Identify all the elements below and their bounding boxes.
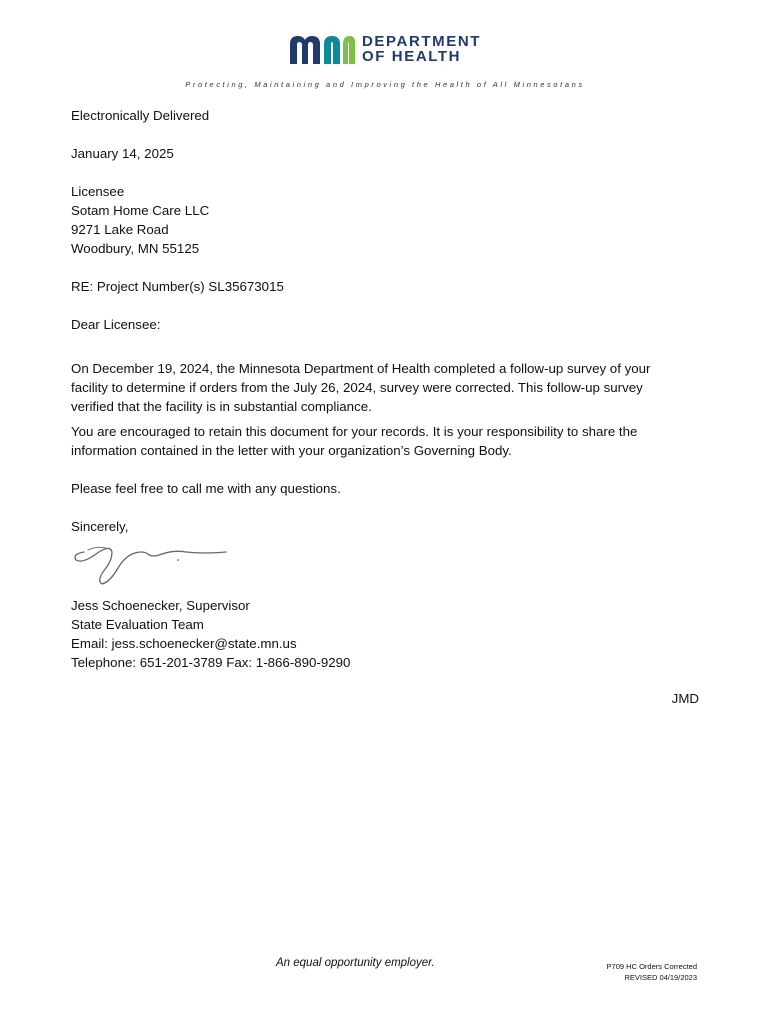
address-line: 9271 Lake Road: [71, 222, 169, 237]
logo-line-1: DEPARTMENT: [362, 33, 482, 50]
mdh-logo: [288, 34, 488, 68]
paragraph-line: information contained in the letter with your organization’s Governing Body.: [71, 443, 512, 458]
form-identifier: [607, 961, 697, 983]
logo-line-2: OF HEALTH: [362, 48, 462, 65]
signatory-team: State Evaluation Team: [71, 617, 204, 632]
paragraph-line: On December 19, 2024, the Minnesota Department of Health completed a follow-up survey of your: [71, 361, 651, 376]
signatory-email[interactable]: Email: jess.schoenecker@state.mn.us: [71, 636, 297, 651]
paragraph-line: You are encouraged to retain this document for your records. It is your responsibility to share the: [71, 424, 638, 439]
signature-image: [66, 538, 236, 588]
address-line: Licensee: [71, 184, 125, 199]
typist-initials: JMD: [671, 691, 699, 706]
address-line: Sotam Home Care LLC: [71, 203, 210, 218]
paragraph-line: facility to determine if orders from the July 26, 2024, survey were corrected. This follow-up survey: [71, 380, 643, 395]
logo-text: [362, 34, 481, 64]
address-line: Woodbury, MN 55125: [71, 241, 200, 256]
closing: Sincerely,: [71, 519, 129, 534]
paragraph-2: [71, 422, 711, 460]
signatory-phone: Telephone: 651-201-3789 Fax: 1-866-890-9290: [71, 655, 351, 670]
re-line: RE: Project Number(s) SL35673015: [71, 279, 284, 294]
delivery-method: Electronically Delivered: [71, 108, 210, 123]
form-id: P709 HC Orders Corrected: [606, 962, 697, 971]
signatory-name: Jess Schoenecker, Supervisor: [71, 598, 250, 613]
paragraph-line: verified that the facility is in substantial compliance.: [71, 399, 372, 414]
form-revised: REVISED 04/19/2023: [624, 973, 697, 982]
mn-logo-icon: [288, 34, 356, 64]
salutation: Dear Licensee:: [71, 317, 161, 332]
letter-date: January 14, 2025: [71, 146, 174, 161]
paragraph-3: Please feel free to call me with any questions.: [71, 481, 341, 496]
recipient-address: [71, 182, 711, 258]
tagline: Protecting, Maintaining and Improving the Health of All Minnesotans: [185, 80, 585, 89]
paragraph-1: [71, 359, 711, 416]
signature-block: [71, 596, 711, 672]
equal-opportunity-statement: An equal opportunity employer.: [276, 957, 435, 969]
